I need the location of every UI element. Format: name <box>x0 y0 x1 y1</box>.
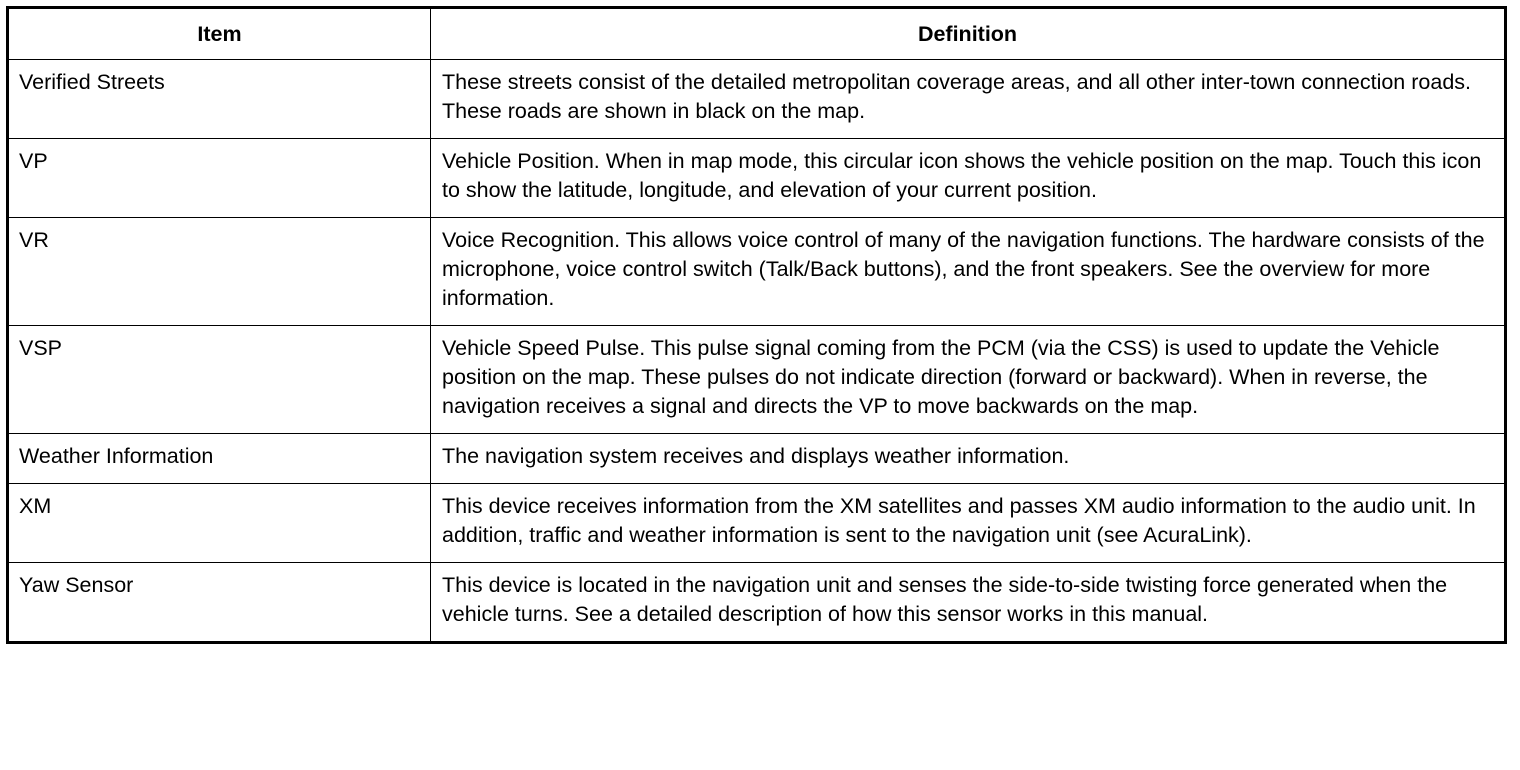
definition-cell: Vehicle Speed Pulse. This pulse signal coming from the PCM (via the CSS) is used to update the Vehicle position on the map. These pulses do not indicate direction (forward or backward). When in reverse, the navigation receives a signal and directs the VP to move backwards on the map. <box>431 326 1506 434</box>
glossary-table <box>6 6 1507 644</box>
definition-cell: The navigation system receives and displays weather information. <box>431 434 1506 484</box>
item-cell: XM <box>8 484 431 563</box>
item-cell: VSP <box>8 326 431 434</box>
table-row <box>8 60 1506 139</box>
definition-cell: These streets consist of the detailed metropolitan coverage areas, and all other inter-town connection roads. These roads are shown in black on the map. <box>431 60 1506 139</box>
table-row <box>8 326 1506 434</box>
definition-cell: This device is located in the navigation unit and senses the side-to-side twisting force generated when the vehicle turns. See a detailed description of how this sensor works in this manual. <box>431 563 1506 643</box>
item-cell: VR <box>8 218 431 326</box>
definition-cell: Vehicle Position. When in map mode, this circular icon shows the vehicle position on the map. Touch this icon to show the latitude, longitude, and elevation of your current position. <box>431 139 1506 218</box>
definition-cell: Voice Recognition. This allows voice control of many of the navigation functions. The hardware consists of the microphone, voice control switch (Talk/Back buttons), and the front speakers. See the overview for more information. <box>431 218 1506 326</box>
item-cell: Verified Streets <box>8 60 431 139</box>
table-row <box>8 139 1506 218</box>
definition-cell: This device receives information from the XM satellites and passes XM audio information to the audio unit. In addition, traffic and weather information is sent to the navigation unit (see AcuraLink). <box>431 484 1506 563</box>
table-row <box>8 484 1506 563</box>
table-header-row <box>8 8 1506 60</box>
header-item: Item <box>8 8 431 60</box>
table-row <box>8 563 1506 643</box>
header-definition: Definition <box>431 8 1506 60</box>
item-cell: Weather Information <box>8 434 431 484</box>
table-row <box>8 218 1506 326</box>
table-row <box>8 434 1506 484</box>
item-cell: Yaw Sensor <box>8 563 431 643</box>
item-cell: VP <box>8 139 431 218</box>
